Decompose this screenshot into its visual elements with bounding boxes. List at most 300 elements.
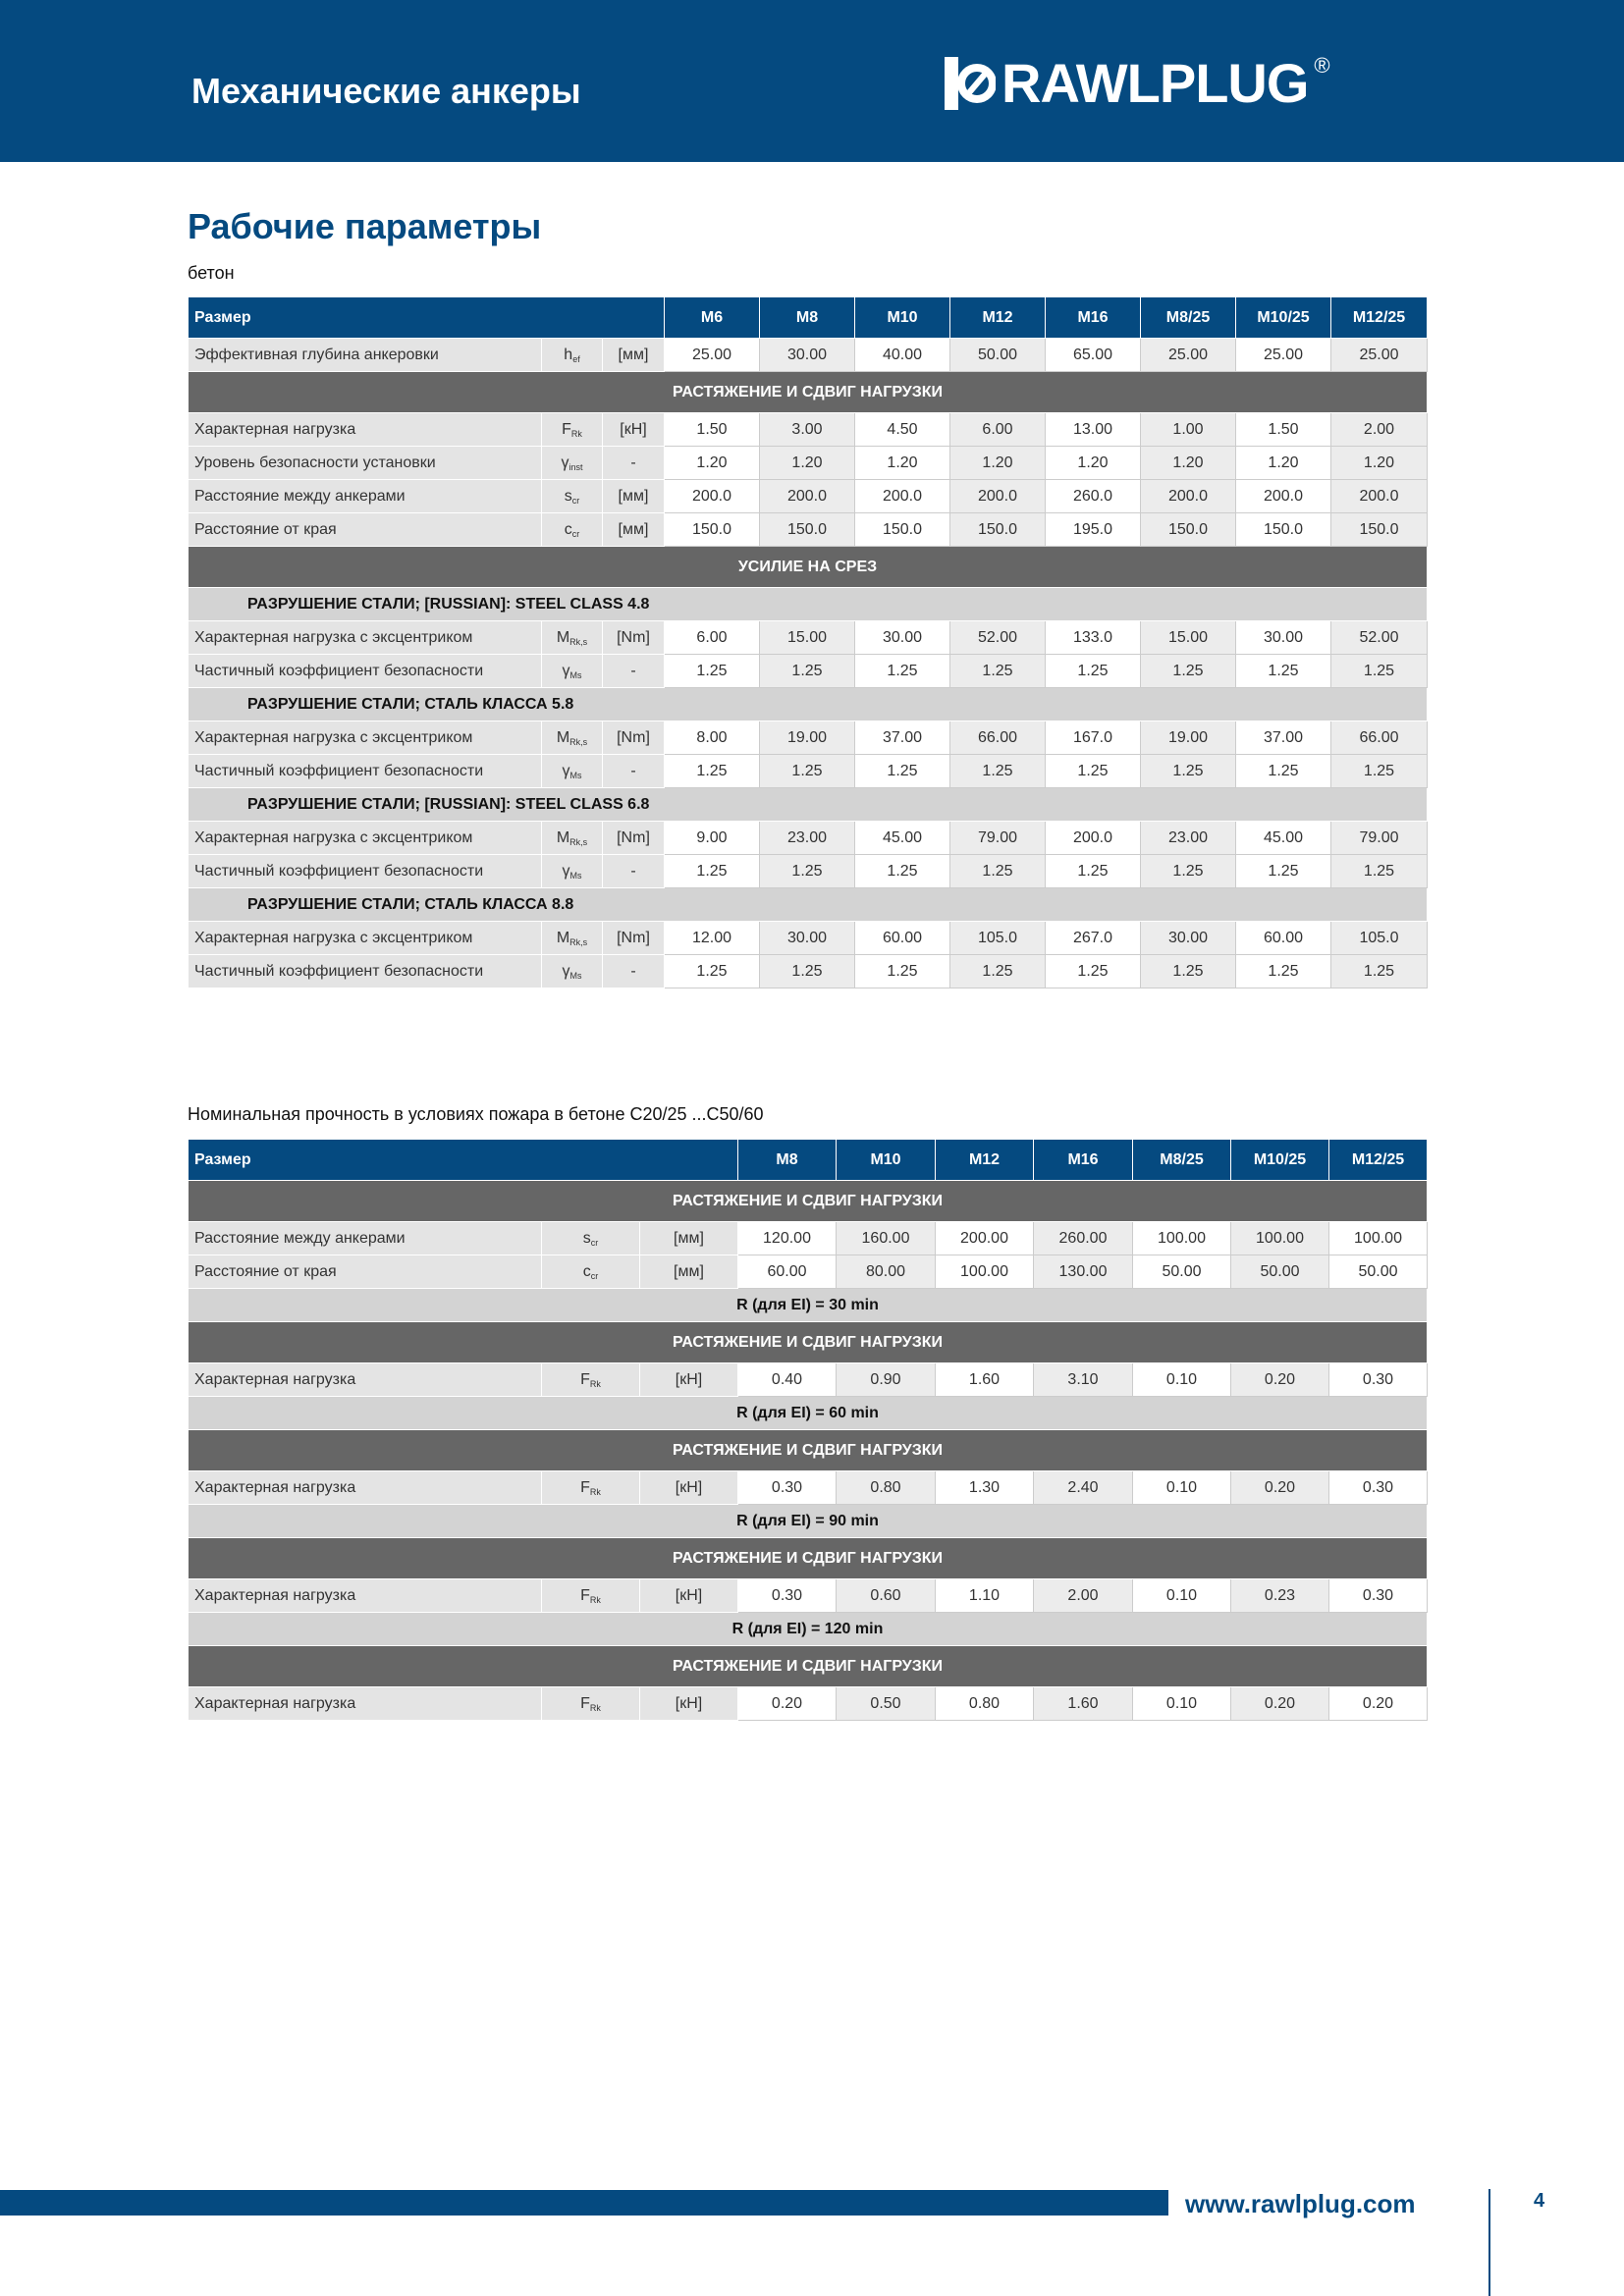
value-cell: 1.25 [760, 955, 855, 988]
value-cell: 133.0 [1046, 621, 1141, 655]
symbol-letter: γ [562, 962, 570, 980]
value-cell: 1.10 [936, 1579, 1034, 1613]
size-header: Размер [189, 1140, 738, 1181]
value-cell: 1.20 [855, 447, 950, 480]
value-cell: 1.25 [760, 855, 855, 888]
parameter-symbol [542, 1255, 640, 1289]
value-cell: 1.25 [950, 755, 1046, 788]
value-cell: 1.25 [1141, 655, 1236, 688]
parameter-unit: [кН] [603, 413, 665, 447]
section-title: РАСТЯЖЕНИЕ И СДВИГ НАГРУЗКИ [189, 1538, 1428, 1579]
symbol-letter: M [556, 628, 570, 646]
parameter-label: Расстояние от края [189, 513, 542, 547]
parameter-symbol [542, 855, 603, 888]
value-cell: 25.00 [1236, 339, 1331, 372]
parameter-unit: - [603, 655, 665, 688]
value-cell: 79.00 [1331, 822, 1428, 855]
value-cell: 1.25 [950, 855, 1046, 888]
subsection-row [189, 1613, 1428, 1646]
value-cell: 167.0 [1046, 721, 1141, 755]
value-cell: 1.50 [665, 413, 760, 447]
value-cell: 4.50 [855, 413, 950, 447]
value-cell: 120.00 [738, 1222, 837, 1255]
value-cell: 1.25 [950, 955, 1046, 988]
table-row [189, 721, 1428, 755]
symbol-letter: F [562, 420, 571, 438]
size-column-header: M12/25 [1331, 297, 1428, 339]
footer-divider [1489, 2189, 1490, 2296]
subsection-row [189, 788, 1428, 822]
symbol-subscript: Ms [569, 870, 582, 881]
table-row [189, 1471, 1428, 1505]
value-cell: 0.20 [1231, 1363, 1329, 1397]
value-cell: 1.25 [855, 955, 950, 988]
section-title: РАСТЯЖЕНИЕ И СДВИГ НАГРУЗКИ [189, 1430, 1428, 1471]
value-cell: 45.00 [855, 822, 950, 855]
symbol-subscript: Rk [570, 428, 582, 439]
value-cell: 200.0 [950, 480, 1046, 513]
parameter-symbol [542, 1363, 640, 1397]
parameter-symbol [542, 955, 603, 988]
table1-subtitle: бетон [188, 263, 235, 283]
size-column-header: M8 [738, 1140, 837, 1181]
value-cell: 1.25 [1046, 655, 1141, 688]
value-cell: 6.00 [950, 413, 1046, 447]
value-cell: 9.00 [665, 822, 760, 855]
subsection-row [189, 688, 1428, 721]
parameter-symbol [542, 1471, 640, 1505]
symbol-subscript: cr [590, 1237, 599, 1248]
value-cell: 60.00 [738, 1255, 837, 1289]
parameter-symbol [542, 339, 603, 372]
parameter-unit: [мм] [640, 1222, 738, 1255]
value-cell: 1.25 [665, 855, 760, 888]
value-cell: 150.0 [855, 513, 950, 547]
parameter-unit: [Nm] [603, 822, 665, 855]
subsection-title: РАЗРУШЕНИЕ СТАЛИ; СТАЛЬ КЛАССА 8.8 [189, 888, 1428, 922]
size-header: Размер [189, 297, 665, 339]
parameter-symbol [542, 822, 603, 855]
symbol-subscript: Rk,s [569, 736, 588, 747]
value-cell: 0.23 [1231, 1579, 1329, 1613]
value-cell: 200.0 [855, 480, 950, 513]
symbol-letter: s [564, 487, 572, 505]
parameter-label: Характерная нагрузка [189, 1471, 542, 1505]
value-cell: 37.00 [855, 721, 950, 755]
value-cell: 1.20 [1331, 447, 1428, 480]
value-cell: 1.25 [1236, 855, 1331, 888]
size-column-header: M16 [1034, 1140, 1133, 1181]
value-cell: 1.00 [1141, 413, 1236, 447]
value-cell: 200.00 [936, 1222, 1034, 1255]
parameter-label: Частичный коэффициент безопасности [189, 955, 542, 988]
table-row [189, 922, 1428, 955]
value-cell: 23.00 [1141, 822, 1236, 855]
parameter-label: Характерная нагрузка с эксцентриком [189, 721, 542, 755]
value-cell: 60.00 [1236, 922, 1331, 955]
value-cell: 50.00 [950, 339, 1046, 372]
table-row [189, 339, 1428, 372]
value-cell: 1.25 [1331, 755, 1428, 788]
footer-bar [0, 2190, 1168, 2216]
table-row [189, 822, 1428, 855]
table-row [189, 755, 1428, 788]
value-cell: 66.00 [1331, 721, 1428, 755]
symbol-subscript: cr [571, 495, 580, 506]
value-cell: 105.0 [1331, 922, 1428, 955]
symbol-letter: γ [562, 662, 570, 679]
value-cell: 66.00 [950, 721, 1046, 755]
value-cell: 30.00 [1236, 621, 1331, 655]
symbol-letter: h [564, 346, 573, 363]
parameter-label: Характерная нагрузка [189, 1687, 542, 1721]
value-cell: 0.30 [1329, 1471, 1428, 1505]
table-row [189, 413, 1428, 447]
value-cell: 23.00 [760, 822, 855, 855]
size-column-header: M6 [665, 297, 760, 339]
section-title: РАСТЯЖЕНИЕ И СДВИГ НАГРУЗКИ [189, 1646, 1428, 1687]
value-cell: 30.00 [760, 339, 855, 372]
parameter-unit: [кН] [640, 1471, 738, 1505]
size-column-header: M10 [837, 1140, 936, 1181]
performance-table [188, 296, 1428, 988]
subsection-title: R (для EI) = 60 min [189, 1397, 1428, 1430]
subsection-row [189, 588, 1428, 621]
symbol-letter: c [564, 520, 572, 538]
symbol-letter: F [580, 1694, 590, 1712]
parameter-label: Характерная нагрузка [189, 413, 542, 447]
parameter-symbol [542, 447, 603, 480]
value-cell: 200.0 [1046, 822, 1141, 855]
parameter-label: Характерная нагрузка с эксцентриком [189, 822, 542, 855]
symbol-subscript: cr [571, 528, 580, 539]
value-cell: 0.20 [738, 1687, 837, 1721]
symbol-subscript: Rk [589, 1378, 601, 1389]
value-cell: 100.00 [1133, 1222, 1231, 1255]
value-cell: 0.80 [837, 1471, 936, 1505]
subsection-title: R (для EI) = 90 min [189, 1505, 1428, 1538]
value-cell: 30.00 [855, 621, 950, 655]
value-cell: 0.10 [1133, 1579, 1231, 1613]
subsection-title: R (для EI) = 30 min [189, 1289, 1428, 1322]
parameter-label: Характерная нагрузка [189, 1363, 542, 1397]
symbol-letter: γ [562, 862, 570, 880]
table-row [189, 1363, 1428, 1397]
value-cell: 1.25 [760, 655, 855, 688]
section-header-row [189, 372, 1428, 413]
value-cell: 37.00 [1236, 721, 1331, 755]
symbol-subscript: Rk [589, 1702, 601, 1713]
value-cell: 1.25 [760, 755, 855, 788]
value-cell: 1.25 [855, 755, 950, 788]
value-cell: 45.00 [1236, 822, 1331, 855]
value-cell: 0.20 [1231, 1687, 1329, 1721]
value-cell: 25.00 [665, 339, 760, 372]
value-cell: 1.25 [1046, 955, 1141, 988]
parameter-unit: [мм] [640, 1255, 738, 1289]
value-cell: 30.00 [760, 922, 855, 955]
value-cell: 150.0 [1236, 513, 1331, 547]
fire-resistance-table [188, 1139, 1428, 1721]
section-header-row [189, 1181, 1428, 1222]
symbol-letter: M [556, 828, 570, 846]
symbol-subscript: Rk [589, 1594, 601, 1605]
page-title: Рабочие параметры [188, 206, 542, 246]
value-cell: 260.0 [1046, 480, 1141, 513]
size-column-header: M8/25 [1141, 297, 1236, 339]
parameter-label: Расстояние между анкерами [189, 480, 542, 513]
parameter-unit: [Nm] [603, 621, 665, 655]
rawlplug-logo [945, 49, 1330, 118]
parameter-unit: - [603, 755, 665, 788]
value-cell: 0.90 [837, 1363, 936, 1397]
value-cell: 52.00 [1331, 621, 1428, 655]
value-cell: 150.0 [1331, 513, 1428, 547]
header-title: Механические анкеры [191, 71, 581, 111]
table-row [189, 1255, 1428, 1289]
parameter-symbol [542, 721, 603, 755]
value-cell: 3.10 [1034, 1363, 1133, 1397]
value-cell: 1.25 [1141, 955, 1236, 988]
value-cell: 12.00 [665, 922, 760, 955]
parameter-label: Частичный коэффициент безопасности [189, 755, 542, 788]
value-cell: 1.25 [1046, 755, 1141, 788]
value-cell: 30.00 [1141, 922, 1236, 955]
section-header-row [189, 1538, 1428, 1579]
value-cell: 195.0 [1046, 513, 1141, 547]
section-header-row [189, 547, 1428, 588]
registered-mark: ® [1314, 53, 1330, 78]
table-row [189, 447, 1428, 480]
value-cell: 260.00 [1034, 1222, 1133, 1255]
parameter-symbol [542, 513, 603, 547]
value-cell: 0.30 [1329, 1363, 1428, 1397]
parameter-unit: [мм] [603, 339, 665, 372]
size-column-header: M8/25 [1133, 1140, 1231, 1181]
logo-wordmark: RAWLPLUG [1001, 52, 1309, 114]
table-row [189, 513, 1428, 547]
value-cell: 1.25 [1141, 755, 1236, 788]
symbol-letter: M [556, 728, 570, 746]
value-cell: 130.00 [1034, 1255, 1133, 1289]
parameter-symbol [542, 922, 603, 955]
value-cell: 13.00 [1046, 413, 1141, 447]
subsection-title: РАЗРУШЕНИЕ СТАЛИ; [RUSSIAN]: STEEL CLASS 4.8 [189, 588, 1428, 621]
value-cell: 50.00 [1231, 1255, 1329, 1289]
table-row [189, 855, 1428, 888]
size-column-header: M10/25 [1236, 297, 1331, 339]
section-title: РАСТЯЖЕНИЕ И СДВИГ НАГРУЗКИ [189, 1322, 1428, 1363]
parameter-unit: [кН] [640, 1687, 738, 1721]
size-column-header: M12 [936, 1140, 1034, 1181]
value-cell: 200.0 [665, 480, 760, 513]
subsection-row [189, 888, 1428, 922]
value-cell: 200.0 [1141, 480, 1236, 513]
value-cell: 25.00 [1141, 339, 1236, 372]
value-cell: 1.50 [1236, 413, 1331, 447]
table-row [189, 655, 1428, 688]
value-cell: 0.10 [1133, 1471, 1231, 1505]
value-cell: 2.00 [1331, 413, 1428, 447]
value-cell: 1.25 [1236, 755, 1331, 788]
value-cell: 1.20 [1141, 447, 1236, 480]
table-header-row [189, 1140, 1428, 1181]
value-cell: 1.25 [950, 655, 1046, 688]
value-cell: 1.60 [1034, 1687, 1133, 1721]
value-cell: 200.0 [760, 480, 855, 513]
value-cell: 100.00 [1231, 1222, 1329, 1255]
table-header-row [189, 297, 1428, 339]
symbol-subscript: Rk,s [569, 636, 588, 647]
value-cell: 1.25 [1331, 655, 1428, 688]
table-row [189, 1222, 1428, 1255]
value-cell: 1.20 [665, 447, 760, 480]
subsection-title: РАЗРУШЕНИЕ СТАЛИ; [RUSSIAN]: STEEL CLASS 6.8 [189, 788, 1428, 822]
table-row [189, 621, 1428, 655]
value-cell: 1.25 [665, 755, 760, 788]
symbol-subscript: Ms [569, 770, 582, 780]
symbol-subscript: Rk,s [569, 836, 588, 847]
value-cell: 200.0 [1331, 480, 1428, 513]
value-cell: 2.40 [1034, 1471, 1133, 1505]
value-cell: 200.0 [1236, 480, 1331, 513]
value-cell: 0.80 [936, 1687, 1034, 1721]
value-cell: 1.60 [936, 1363, 1034, 1397]
size-column-header: M8 [760, 297, 855, 339]
value-cell: 1.20 [1236, 447, 1331, 480]
value-cell: 40.00 [855, 339, 950, 372]
parameter-symbol [542, 413, 603, 447]
value-cell: 80.00 [837, 1255, 936, 1289]
size-column-header: M10 [855, 297, 950, 339]
value-cell: 19.00 [1141, 721, 1236, 755]
section-title: РАСТЯЖЕНИЕ И СДВИГ НАГРУЗКИ [189, 1181, 1428, 1222]
value-cell: 1.30 [936, 1471, 1034, 1505]
value-cell: 1.25 [1236, 955, 1331, 988]
parameter-label: Частичный коэффициент безопасности [189, 855, 542, 888]
parameter-symbol [542, 1687, 640, 1721]
value-cell: 1.25 [1236, 655, 1331, 688]
parameter-unit: [мм] [603, 480, 665, 513]
section-header-row [189, 1322, 1428, 1363]
value-cell: 50.00 [1133, 1255, 1231, 1289]
symbol-letter: F [580, 1370, 590, 1388]
parameter-label: Характерная нагрузка [189, 1579, 542, 1613]
value-cell: 19.00 [760, 721, 855, 755]
value-cell: 15.00 [1141, 621, 1236, 655]
section-header-row [189, 1646, 1428, 1687]
parameter-label: Характерная нагрузка с эксцентриком [189, 621, 542, 655]
parameter-unit: - [603, 955, 665, 988]
parameter-unit: [кН] [640, 1579, 738, 1613]
parameter-unit: - [603, 855, 665, 888]
value-cell: 0.40 [738, 1363, 837, 1397]
table-row [189, 480, 1428, 513]
value-cell: 150.0 [950, 513, 1046, 547]
subsection-title: R (для EI) = 120 min [189, 1613, 1428, 1646]
symbol-subscript: Ms [569, 669, 582, 680]
value-cell: 0.20 [1231, 1471, 1329, 1505]
value-cell: 25.00 [1331, 339, 1428, 372]
parameter-label: Уровень безопасности установки [189, 447, 542, 480]
symbol-subscript: Rk,s [569, 936, 588, 947]
size-column-header: M12/25 [1329, 1140, 1428, 1181]
symbol-letter: γ [562, 762, 570, 779]
value-cell: 1.25 [1141, 855, 1236, 888]
table2-subtitle: Номинальная прочность в условиях пожара в бетоне C20/25 ...C50/60 [188, 1104, 764, 1124]
symbol-subscript: inst [568, 461, 583, 472]
parameter-label: Эффективная глубина анкеровки [189, 339, 542, 372]
value-cell: 0.10 [1133, 1363, 1231, 1397]
symbol-subscript: ef [572, 353, 580, 364]
section-title: УСИЛИЕ НА СРЕЗ [189, 547, 1428, 588]
symbol-letter: s [582, 1229, 591, 1247]
table-row [189, 955, 1428, 988]
table-row [189, 1579, 1428, 1613]
value-cell: 1.25 [855, 655, 950, 688]
value-cell: 0.10 [1133, 1687, 1231, 1721]
value-cell: 0.50 [837, 1687, 936, 1721]
symbol-subscript: cr [590, 1270, 599, 1281]
subsection-row [189, 1397, 1428, 1430]
value-cell: 1.25 [1046, 855, 1141, 888]
size-column-header: M10/25 [1231, 1140, 1329, 1181]
rawlplug-logo-icon [945, 57, 996, 110]
page-header [0, 0, 1624, 162]
symbol-subscript: Ms [569, 970, 582, 981]
value-cell: 3.00 [760, 413, 855, 447]
parameter-symbol [542, 1579, 640, 1613]
parameter-unit: [Nm] [603, 721, 665, 755]
value-cell: 1.25 [665, 955, 760, 988]
value-cell: 1.25 [1331, 855, 1428, 888]
value-cell: 6.00 [665, 621, 760, 655]
subsection-title: РАЗРУШЕНИЕ СТАЛИ; СТАЛЬ КЛАССА 5.8 [189, 688, 1428, 721]
value-cell: 1.25 [1331, 955, 1428, 988]
value-cell: 100.00 [936, 1255, 1034, 1289]
parameter-symbol [542, 755, 603, 788]
value-cell: 0.60 [837, 1579, 936, 1613]
size-column-header: M16 [1046, 297, 1141, 339]
section-title: РАСТЯЖЕНИЕ И СДВИГ НАГРУЗКИ [189, 372, 1428, 413]
parameter-unit: [мм] [603, 513, 665, 547]
parameter-unit: - [603, 447, 665, 480]
parameter-symbol [542, 621, 603, 655]
symbol-letter: γ [561, 454, 569, 471]
value-cell: 0.20 [1329, 1687, 1428, 1721]
size-column-header: M12 [950, 297, 1046, 339]
value-cell: 160.00 [837, 1222, 936, 1255]
value-cell: 1.25 [665, 655, 760, 688]
value-cell: 100.00 [1329, 1222, 1428, 1255]
value-cell: 150.0 [665, 513, 760, 547]
subsection-row [189, 1505, 1428, 1538]
parameter-unit: [Nm] [603, 922, 665, 955]
parameter-label: Расстояние от края [189, 1255, 542, 1289]
symbol-letter: M [556, 929, 570, 946]
symbol-letter: F [580, 1478, 590, 1496]
value-cell: 0.30 [738, 1579, 837, 1613]
value-cell: 79.00 [950, 822, 1046, 855]
value-cell: 150.0 [1141, 513, 1236, 547]
value-cell: 1.20 [950, 447, 1046, 480]
value-cell: 8.00 [665, 721, 760, 755]
value-cell: 65.00 [1046, 339, 1141, 372]
table-row [189, 1687, 1428, 1721]
value-cell: 52.00 [950, 621, 1046, 655]
value-cell: 150.0 [760, 513, 855, 547]
footer-website-link[interactable]: www.rawlplug.com [1185, 2189, 1416, 2218]
